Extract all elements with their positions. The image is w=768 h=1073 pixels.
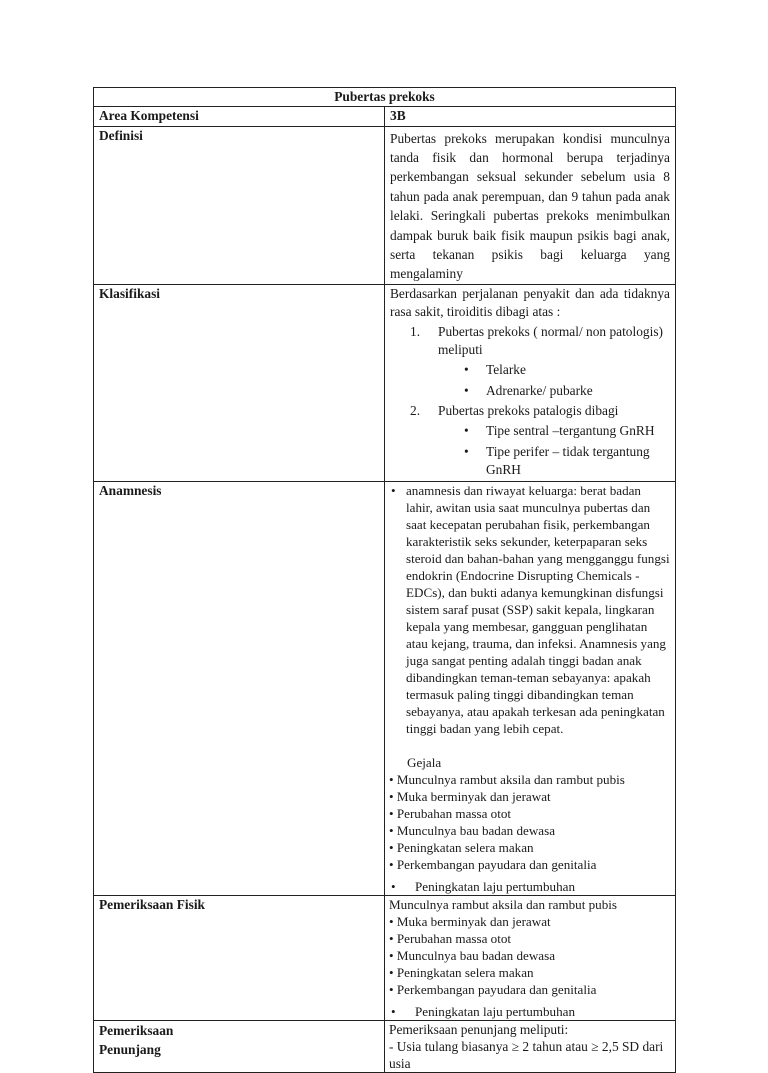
symptom-item: • Perkembangan payudara dan genitalia (389, 857, 597, 873)
fisik-first-item: Munculnya rambut aksila dan rambut pubis (389, 897, 618, 913)
group-title: Pubertas prekoks ( normal/ non patologis) meliputi (438, 323, 663, 358)
symptom-item: • Perubahan massa otot (389, 806, 512, 822)
pemeriksaan-penunjang-label (94, 1021, 385, 1073)
fisik-item-last: • Peningkatan laju pertumbuhan (389, 1003, 670, 1020)
table-title: Pubertas prekoks (94, 88, 676, 107)
klasifikasi-list (390, 323, 670, 479)
definisi-text: Pubertas prekoks merupakan kondisi munculnya tanda fisik dan hormonal berupa terjadinya perkembangan seksual sekunder sebelum usia 8 tahun pada anak perempuan, dan 9 tahun pada anak lelaki. Seringkali pubertas prekoks menimbulkan dampak buruk baik fisik maupun psikis bagi anak, serta tekanan psikis bagi keluarga yang mengalaminy (390, 130, 670, 282)
penunjang-line1: Pemeriksaan penunjang meliputi: (389, 1022, 569, 1038)
anamnesis-label: Anamnesis (94, 482, 385, 896)
anamnesis-paragraph: • anamnesis dan riwayat keluarga: berat badan lahir, awitan usia saat munculnya pubertas dan saat kecepatan perubahan fisik, perkembangan karakteristik seks sekunder, keterpaparan seks steroid dan bahan-bahan yang mengganggu fungsi endokrin (Endocrine Disrupting Chemicals - EDCs), dan bukti adanya kemungkinan disfungsi sistem saraf pusat (SSP) sakit kepala, lingkaran kepala yang membesar, gangguan penglihatan atau kejang, trauma, dan infeksi. Anamnesis yang juga sangat penting adalah tinggi badan anak dibandingkan teman-teman sebayanya: apakah termasuk paling tinggi dibandingkan teman sebayanya, atau apakah terkesan ada peningkatan tinggi badan yang lebih cepat. (389, 482, 670, 737)
group-number: 2. (410, 403, 421, 419)
fisik-item: • Muka berminyak dan jerawat (389, 914, 551, 930)
penunjang-line2: - Usia tulang biasanya ≥ 2 tahun atau ≥ 2,5 SD dari usia (389, 1039, 664, 1072)
penunjang-label-line2: Penunjang (99, 1042, 161, 1058)
group-items (390, 361, 670, 400)
symptom-item: • Munculnya rambut aksila dan rambut pubis (389, 772, 625, 788)
group-title: Pubertas prekoks patalogis dibagi (438, 403, 619, 419)
klasifikasi-cell (385, 284, 676, 481)
klasifikasi-intro: Berdasarkan perjalanan penyakit dan ada tidaknya rasa sakit, tiroiditis dibagi atas : (390, 285, 670, 320)
list-item: • Tipe sentral –tergantung GnRH (390, 422, 670, 440)
symptom-item: • Muka berminyak dan jerawat (389, 789, 551, 805)
area-kompetensi-label: Area Kompetensi (94, 107, 385, 126)
list-item: • Adrenarke/ pubarke (390, 382, 670, 400)
symptom-item: • Peningkatan selera makan (389, 840, 534, 856)
fisik-item: • Perubahan massa otot (389, 931, 512, 947)
group-items (390, 422, 670, 479)
fisik-item: • Munculnya bau badan dewasa (389, 948, 556, 964)
pubertas-prekoks-table (93, 87, 676, 1073)
klasifikasi-label: Klasifikasi (94, 284, 385, 481)
fisik-item: • Peningkatan selera makan (389, 965, 534, 981)
anamnesis-cell (385, 482, 676, 896)
gejala-heading: Gejala (407, 755, 442, 771)
list-item: • Tipe perifer – tidak tergantung GnRH (390, 443, 670, 480)
klasifikasi-group-2 (390, 402, 670, 479)
group-number: 1. (410, 323, 421, 339)
pemeriksaan-fisik-label: Pemeriksaan Fisik (94, 896, 385, 1021)
klasifikasi-group-1 (390, 323, 670, 400)
symptom-item: • Munculnya bau badan dewasa (389, 823, 556, 839)
symptom-item-last: • Peningkatan laju pertumbuhan (389, 878, 670, 895)
definisi-cell (385, 126, 676, 284)
pemeriksaan-fisik-cell (385, 896, 676, 1021)
area-kompetensi-value: 3B (385, 107, 676, 126)
pemeriksaan-penunjang-cell (385, 1021, 676, 1073)
definisi-label: Definisi (94, 126, 385, 284)
list-item: • Telarke (390, 361, 670, 379)
fisik-item: • Perkembangan payudara dan genitalia (389, 982, 597, 998)
penunjang-label-line1: Pemeriksaan (99, 1023, 174, 1039)
